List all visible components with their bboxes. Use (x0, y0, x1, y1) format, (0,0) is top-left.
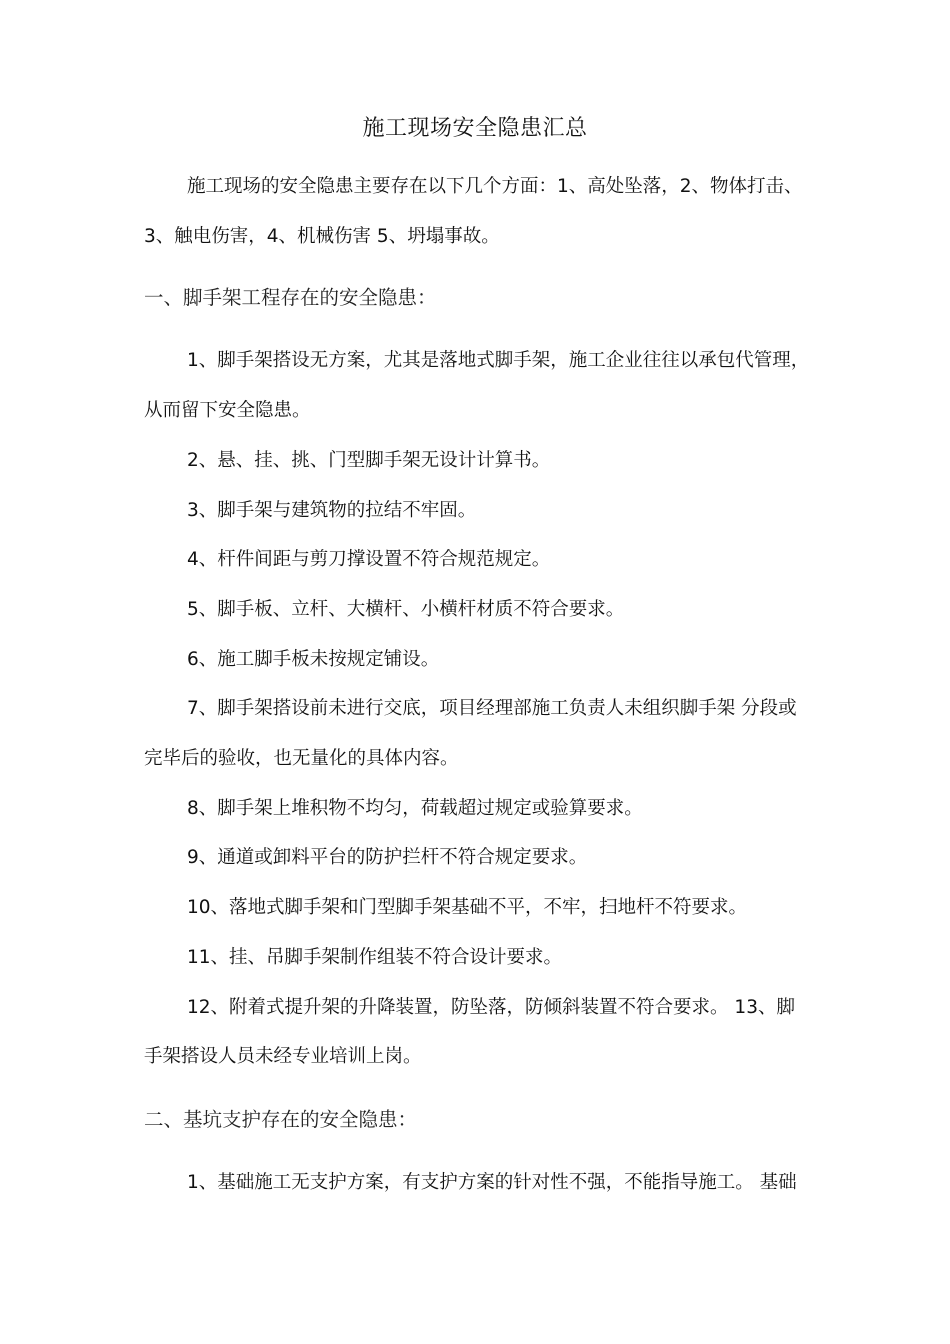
section-1-item-12-line-2: 手架搭设人员未经专业培训上岗。 (144, 1046, 422, 1067)
intro-line-1: 施工现场的安全隐患主要存在以下几个方面：1、高处坠落，2、物体打击、 (187, 176, 803, 197)
section-1-item-1-line-1: 1、脚手架搭设无方案，尤其是落地式脚手架，施工企业往往以承包代管理， (187, 350, 810, 371)
section-1-item-1-line-2: 从而留下安全隐患。 (144, 400, 311, 421)
section-1-item-2: 2、悬、挂、挑、门型脚手架无设计计算书。 (187, 450, 551, 471)
section-1-item-8: 8、脚手架上堆积物不均匀，荷载超过规定或验算要求。 (187, 798, 643, 819)
section-1-item-5: 5、脚手板、立杆、大横杆、小横杆材质不符合要求。 (187, 599, 625, 620)
section-1-item-6: 6、施工脚手板未按规定铺设。 (187, 649, 440, 670)
intro-line-2: 3、触电伤害，4、机械伤害 5、坍塌事故。 (144, 226, 500, 247)
section-2-heading: 二、基坑支护存在的安全隐患： (144, 1108, 418, 1131)
section-1-item-11: 11、挂、吊脚手架制作组装不符合设计要求。 (187, 947, 563, 968)
document-title: 施工现场安全隐患汇总 (362, 116, 588, 141)
section-1-item-7-line-1: 7、脚手架搭设前未进行交底，项目经理部施工负责人未组织脚手架 分段或 (187, 698, 797, 719)
section-1-item-7-line-2: 完毕后的验收，也无量化的具体内容。 (144, 748, 459, 769)
section-2-item-1-line-1: 1、基础施工无支护方案，有支护方案的针对性不强，不能指导施工。 基础 (187, 1172, 797, 1193)
section-1-heading: 一、脚手架工程存在的安全隐患： (144, 286, 437, 309)
section-1-item-4: 4、杆件间距与剪刀撑设置不符合规范规定。 (187, 549, 551, 570)
section-1-item-3: 3、脚手架与建筑物的拉结不牢固。 (187, 500, 477, 521)
section-1-item-12-line-1: 12、附着式提升架的升降装置，防坠落，防倾斜装置不符合要求。 13、脚 (187, 997, 795, 1018)
section-1-item-10: 10、落地式脚手架和门型脚手架基础不平，不牢，扫地杆不符要求。 (187, 897, 748, 918)
section-1-item-9: 9、通道或卸料平台的防护拦杆不符合规定要求。 (187, 847, 588, 868)
